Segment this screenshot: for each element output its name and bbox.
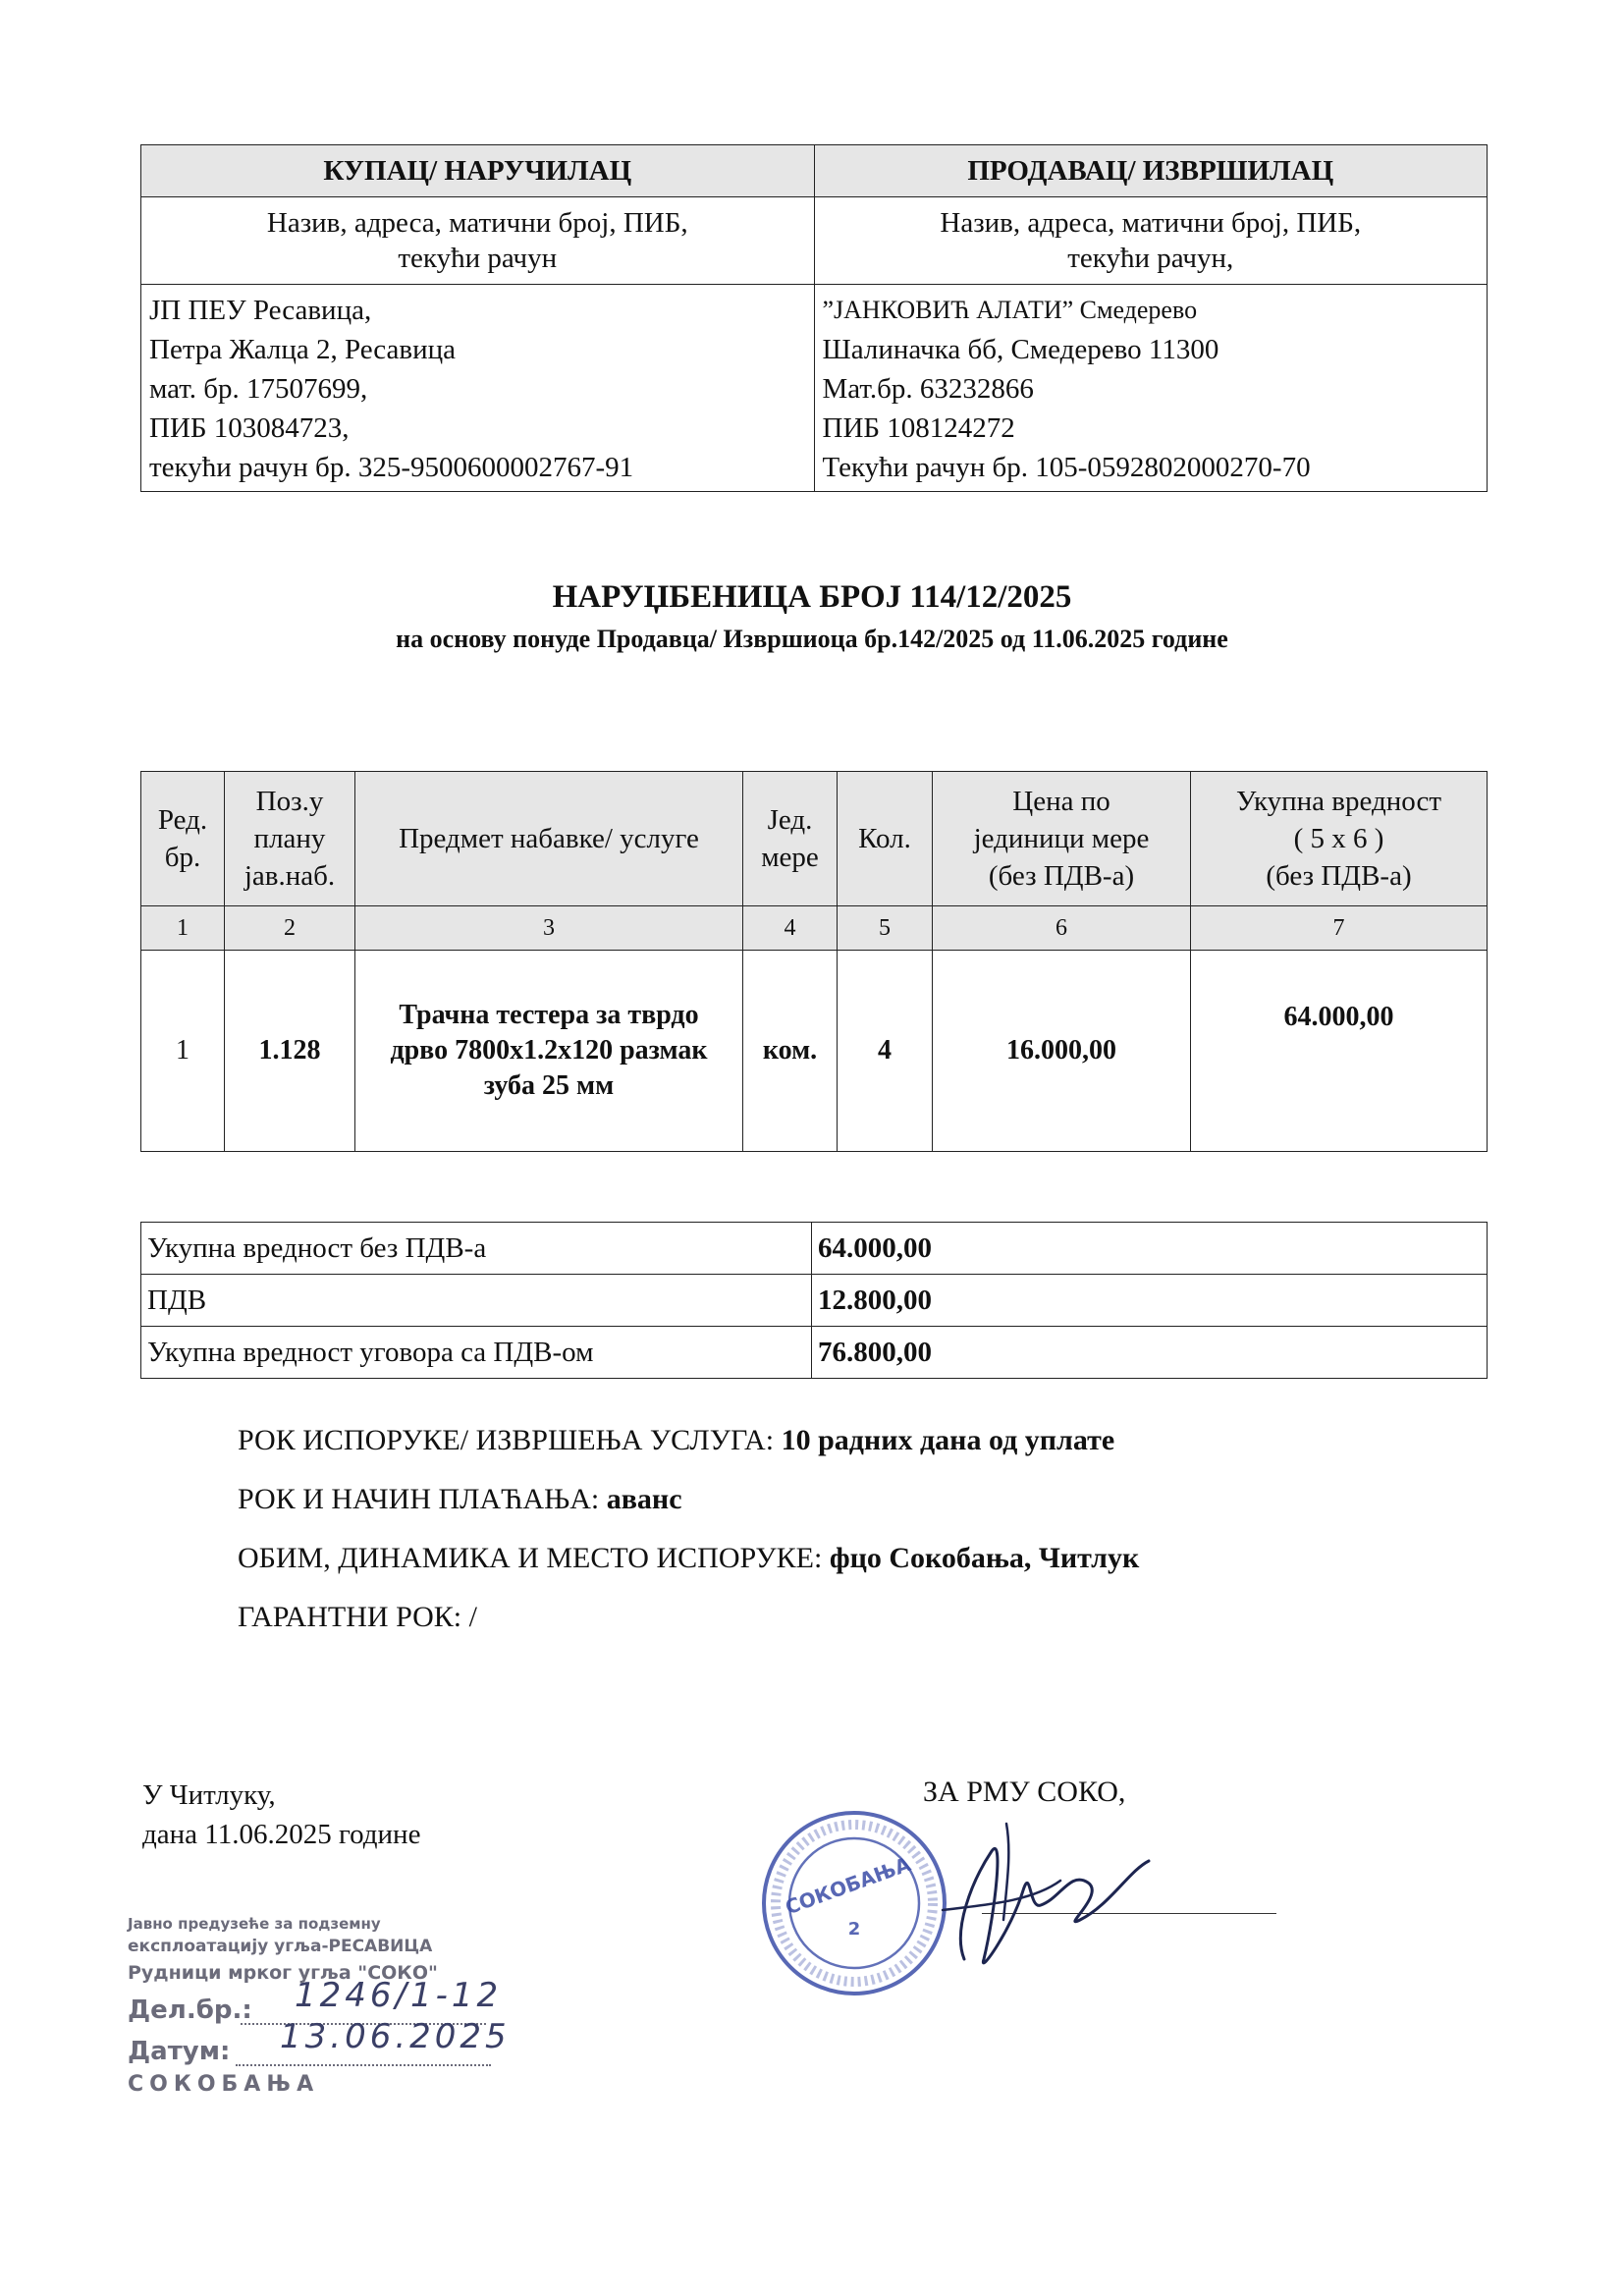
item-unit-price: 16.000,00 xyxy=(933,951,1191,1152)
archive-stamp-line: експлоатацију угља-РЕСАВИЦА xyxy=(128,1937,433,1956)
header-text: Поз.у xyxy=(255,786,324,817)
archive-stamp xyxy=(128,1915,520,2111)
archive-date-line xyxy=(236,2064,491,2066)
totals-row xyxy=(141,1223,1488,1275)
archive-date-label: Датум: xyxy=(128,2037,231,2066)
col-header-plan xyxy=(225,772,355,906)
buyer-line: Петра Жалца 2, Ресавица xyxy=(149,334,457,365)
header-text: Предмет набавке/ услуге xyxy=(399,823,699,854)
term-value: 10 радних дана од уплате xyxy=(781,1424,1115,1456)
col-header-no xyxy=(141,772,225,906)
buyer-line: мат. бр. 17507699, xyxy=(149,373,368,405)
signature-icon xyxy=(913,1812,1168,1979)
column-number: 1 xyxy=(141,906,225,951)
term-value: фцо Сокобања, Читлук xyxy=(829,1542,1140,1574)
grand-total-label: Укупна вредност уговора са ПДВ-ом xyxy=(141,1327,812,1379)
header-text: Ред. xyxy=(157,804,208,836)
header-text: (без ПДВ-а) xyxy=(988,860,1135,892)
item-plan-position: 1.128 xyxy=(225,951,355,1152)
buyer-sub-line2: текући рачун xyxy=(398,243,558,274)
term-label: ГАРАНТНИ РОК: / xyxy=(238,1601,477,1633)
totals-table xyxy=(140,1222,1488,1379)
place-text: У Читлуку, xyxy=(142,1779,276,1811)
totals-row xyxy=(141,1275,1488,1327)
item-subject-line: дрво 7800x1.2x120 размак xyxy=(390,1035,708,1066)
total-value: 64.000,00 xyxy=(812,1223,1488,1275)
header-text: јав.наб. xyxy=(244,860,336,892)
vat-value: 12.800,00 xyxy=(812,1275,1488,1327)
place-date-block xyxy=(142,1776,420,1854)
term-label: ОБИМ, ДИНАМИКА И МЕСТО ИСПОРУКЕ: xyxy=(238,1542,830,1574)
archive-ref-value: 1246/1-12 xyxy=(295,1976,503,2015)
column-numbers-row xyxy=(141,906,1488,951)
item-subject-line: зуба 25 мм xyxy=(483,1070,615,1101)
seller-subheader xyxy=(814,197,1488,285)
col-header-qty xyxy=(838,772,933,906)
item-qty: 4 xyxy=(838,951,933,1152)
warranty-term xyxy=(238,1601,477,1634)
delivery-term xyxy=(238,1424,1114,1457)
archive-stamp-line: Рудници мрког угља "СОКО" xyxy=(128,1962,438,1984)
item-no: 1 xyxy=(141,951,225,1152)
column-number: 4 xyxy=(743,906,838,951)
header-text: (без ПДВ-а) xyxy=(1266,860,1412,892)
col-header-subject xyxy=(355,772,743,906)
buyer-subheader xyxy=(141,197,815,285)
term-label: РОК И НАЧИН ПЛАЋАЊА: xyxy=(238,1483,607,1515)
total-label: Укупна вредност без ПДВ-а xyxy=(141,1223,812,1275)
buyer-details xyxy=(141,285,815,492)
seller-sub-line2: текући рачун, xyxy=(1067,243,1234,274)
order-title: НАРУЏБЕНИЦА БРОЈ 114/12/2025 xyxy=(552,579,1072,615)
seller-header: ПРОДАВАЦ/ ИЗВРШИЛАЦ xyxy=(814,145,1488,197)
seller-details xyxy=(814,285,1488,492)
seller-line: ”ЈАНКОВИЋ АЛАТИ” Смедерево xyxy=(822,296,1198,324)
parties-table xyxy=(140,144,1488,492)
col-header-unit-price xyxy=(933,772,1191,906)
seller-line: Текући рачун бр. 105-0592802000270-70 xyxy=(822,452,1311,483)
header-text: Укупна вредност xyxy=(1235,786,1442,817)
delivery-scope-term xyxy=(238,1542,1139,1575)
column-number: 5 xyxy=(838,906,933,951)
col-header-total xyxy=(1191,772,1488,906)
date-text: дана 11.06.2025 године xyxy=(142,1819,421,1850)
archive-ref-label: Дел.бр.: xyxy=(128,1995,252,2025)
items-table xyxy=(140,771,1488,1152)
vat-label: ПДВ xyxy=(141,1275,812,1327)
term-value: аванс xyxy=(606,1483,682,1515)
round-stamp-text: СОКОБАЊА xyxy=(782,1851,914,1920)
header-text: плану xyxy=(253,823,326,854)
archive-stamp-city: СОКОБАЊА xyxy=(128,2072,320,2097)
header-text: Цена по xyxy=(1012,786,1110,817)
seller-line: Мат.бр. 63232866 xyxy=(822,373,1034,405)
column-number: 3 xyxy=(355,906,743,951)
totals-row xyxy=(141,1327,1488,1379)
item-unit: ком. xyxy=(743,951,838,1152)
payment-term xyxy=(238,1483,682,1516)
seller-line: Шалиначка бб, Смедерево 11300 xyxy=(822,334,1219,365)
round-stamp-number: 2 xyxy=(847,1919,861,1940)
header-text: Кол. xyxy=(858,823,911,854)
order-subtitle: на основу понуде Продавца/ Извршиоца бр.142/2025 од 11.06.2025 године xyxy=(396,625,1228,653)
header-text: ( 5 x 6 ) xyxy=(1293,823,1384,854)
buyer-header: КУПАЦ/ НАРУЧИЛАЦ xyxy=(141,145,815,197)
column-number: 7 xyxy=(1191,906,1488,951)
seller-line: ПИБ 108124272 xyxy=(822,412,1015,444)
company-sign-label: ЗА РМУ СОКО, xyxy=(923,1776,1126,1808)
buyer-line: текући рачун бр. 325-9500600002767-91 xyxy=(149,452,634,483)
column-number: 2 xyxy=(225,906,355,951)
grand-total-value: 76.800,00 xyxy=(812,1327,1488,1379)
item-total: 64.000,00 xyxy=(1191,951,1488,1152)
header-text: Јед. xyxy=(767,804,813,836)
buyer-sub-line1: Назив, адреса, матични број, ПИБ, xyxy=(266,207,688,239)
col-header-unit xyxy=(743,772,838,906)
column-number: 6 xyxy=(933,906,1191,951)
seller-sub-line1: Назив, адреса, матични број, ПИБ, xyxy=(940,207,1362,239)
archive-date-value: 13.06.2025 xyxy=(280,2017,511,2056)
item-subject-line: Трачна тестера за тврдо xyxy=(399,1000,699,1030)
header-text: јединици мере xyxy=(973,823,1150,854)
item-subject xyxy=(355,951,743,1152)
archive-stamp-line: Јавно предузеће за подземну xyxy=(128,1915,381,1933)
buyer-line: ЈП ПЕУ Ресавица, xyxy=(149,295,372,326)
header-text: мере xyxy=(761,842,819,873)
header-text: бр. xyxy=(164,842,201,873)
term-label: РОК ИСПОРУКЕ/ ИЗВРШЕЊА УСЛУГА: xyxy=(238,1424,782,1456)
buyer-line: ПИБ 103084723, xyxy=(149,412,350,444)
table-row xyxy=(141,951,1488,1152)
